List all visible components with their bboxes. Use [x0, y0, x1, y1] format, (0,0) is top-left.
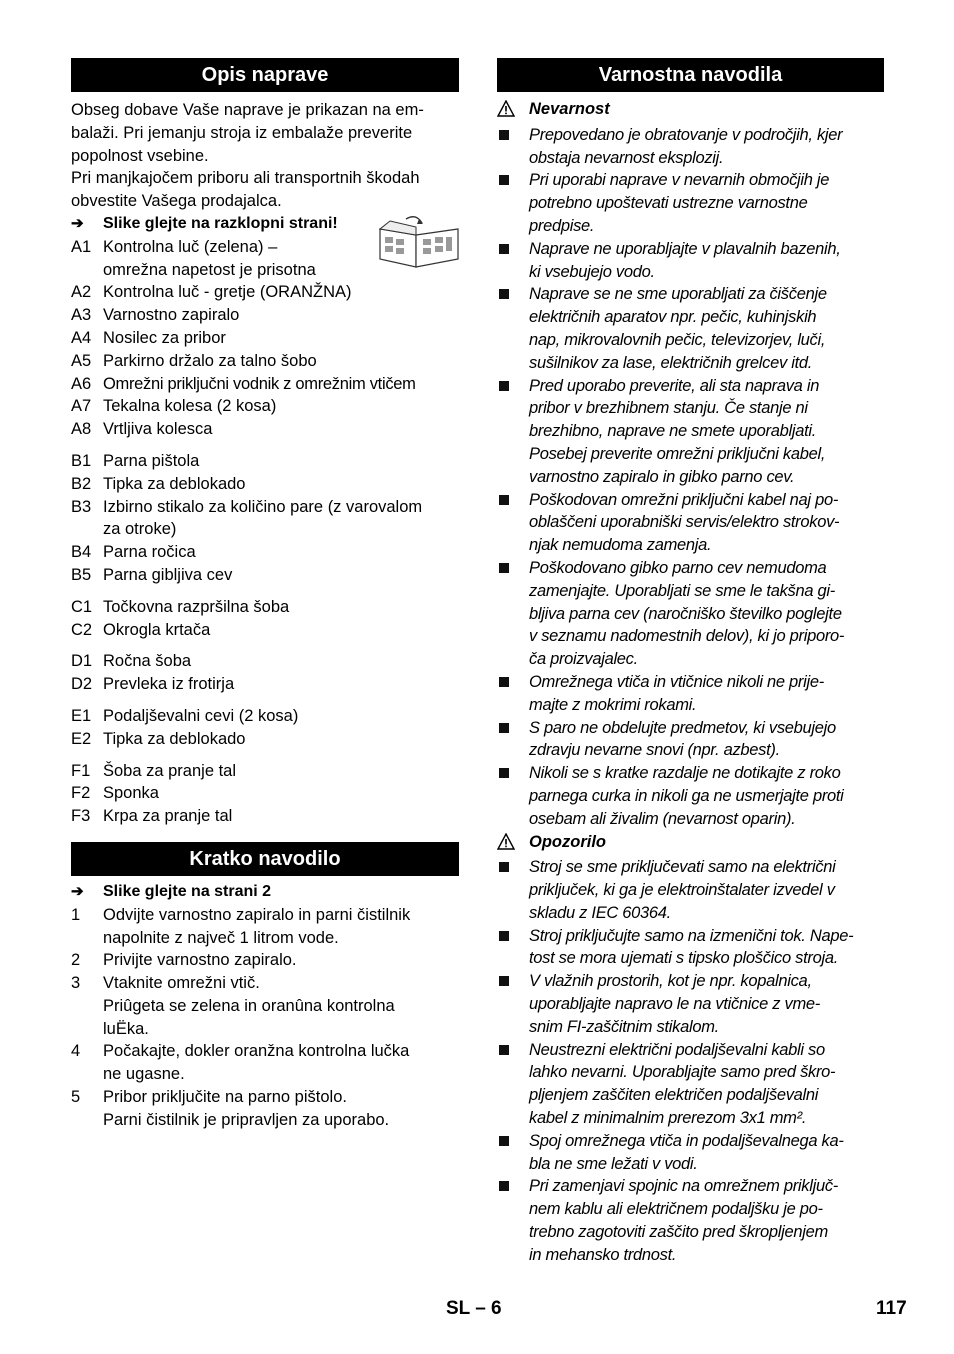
bullet-text: [529, 1175, 838, 1266]
item-text: [103, 281, 459, 304]
item-text: [103, 541, 459, 564]
bullet-line: bla ne sme ležati v vodi.: [529, 1154, 698, 1173]
bullet-square-icon: [497, 557, 529, 671]
item-line: Parna ročica: [103, 543, 196, 562]
bullet-text: [529, 671, 824, 717]
step-number: 1: [71, 905, 81, 924]
bullet-line: Prepovedano je obratovanje v področjih, kjer: [529, 125, 843, 144]
bullet-line: Pri zamenjavi spojnic na omrežnem priključ-: [529, 1177, 838, 1196]
bullet-square-icon: [497, 970, 529, 1038]
step-item: [71, 972, 459, 1040]
bullet-line: priključek, ki ga je elektroinštalater izvedel v: [529, 881, 835, 900]
intro-line: balaži. Pri jemanju stroja iz embalaže preverite: [71, 123, 413, 142]
bullet-item: [497, 762, 884, 830]
bullet-line: Poškodovano gibko parno cev nemudoma: [529, 558, 827, 577]
step-line: luËka.: [103, 1019, 149, 1038]
bullet-text: [529, 762, 844, 830]
bullet-item: [497, 856, 884, 924]
item-code: A7: [71, 397, 92, 416]
bullet-line: bljiva parna cev (naročniško številko poglejte: [529, 604, 842, 623]
list-item: [71, 395, 459, 418]
item-line: Prevleka iz frotirja: [103, 675, 235, 694]
group-gap: [71, 696, 459, 705]
item-code: E1: [71, 706, 92, 725]
item-line: Parkirno držalo za talno šobo: [103, 351, 317, 370]
bullet-square: [499, 563, 509, 573]
item-line: Nosilec za pribor: [103, 328, 226, 347]
section-header-opis: Opis naprave: [71, 58, 459, 92]
item-line: Tipka za deblokado: [103, 474, 246, 493]
bullet-square: [499, 723, 509, 733]
warning-triangle-icon: [497, 831, 529, 857]
bullet-item: [497, 717, 884, 763]
bullet-line: Nikoli se s kratke razdalje ne dotikajte z roko: [529, 764, 841, 783]
item-text: [103, 373, 459, 396]
bullet-square: [499, 495, 509, 505]
step-number: 5: [71, 1088, 81, 1107]
item-line: Podaljševalni cevi (2 kosa): [103, 706, 299, 725]
bullet-line: njak nemudoma zamenja.: [529, 536, 712, 555]
bullet-line: pribor v brezhibnem stanju. Če stanje ni: [529, 399, 808, 418]
item-line: Izbirno stikalo za količino pare (z varovalom: [103, 497, 423, 516]
bullet-line: Spoj omrežnega vtiča in podaljševalnega ka-: [529, 1131, 844, 1150]
bullet-line: potrebno upoštevati ustrezne varnostne: [529, 194, 808, 213]
list-item: [71, 541, 459, 564]
intro-line: obvestite Vašega prodajalca.: [71, 192, 282, 211]
item-code: A6: [71, 374, 92, 393]
item-code: A4: [71, 328, 92, 347]
bullet-line: Neustrezni električni podaljševalni kabli so: [529, 1040, 825, 1059]
bullet-square-icon: [497, 489, 529, 557]
step-line: Počakajte, dokler oranžna kontrolna lučka: [103, 1042, 410, 1061]
bullet-line: parnega curka in nikoli ga ne usmerjajte proti: [529, 786, 844, 805]
bullet-line: sušilnikov za lase, električnih grelcev itd.: [529, 353, 813, 372]
item-code: B4: [71, 543, 92, 562]
step-item: [71, 949, 459, 972]
opis-arrow-note: ➔ Slike glejte na razklopni strani!: [71, 213, 459, 236]
bullet-text: [529, 970, 820, 1038]
right-column: [497, 58, 884, 1267]
warning-list: [497, 856, 884, 1266]
bullet-line: električnih aparatov npr. pečic, kuhinjskih: [529, 308, 817, 327]
item-text: [103, 496, 459, 542]
bullet-item: [497, 489, 884, 557]
bullet-square: [499, 381, 509, 391]
group-gap: [71, 751, 459, 760]
bullet-line: ki vsebujejo vodo.: [529, 262, 655, 281]
bullet-square: [499, 289, 509, 299]
bullet-line: Naprave ne uporabljajte v plavalnih bazenih,: [529, 239, 841, 258]
step-line: Parni čistilnik je pripravljen za uporabo.: [103, 1110, 390, 1129]
bullet-line: trebno zagotoviti zaščito pred škropljenjem: [529, 1223, 828, 1242]
step-line: napolnite z največ 1 litrom vode.: [103, 928, 339, 947]
list-item: [71, 473, 459, 496]
bullet-line: Stroj se sme priključevati samo na električni: [529, 858, 836, 877]
bullet-square: [499, 1181, 509, 1191]
bullet-line: Stroj priključujte samo na izmenični tok. Nape-: [529, 926, 854, 945]
bullet-item: [497, 283, 884, 374]
item-text: [103, 327, 459, 350]
footer-section: SL – 6: [446, 1298, 502, 1319]
bullet-square-icon: [497, 1130, 529, 1176]
bullet-text: [529, 375, 825, 489]
bullet-square-icon: [497, 925, 529, 971]
item-code: A1: [71, 237, 92, 256]
bullet-square-icon: [497, 283, 529, 374]
bullet-line: obstaja nevarnost eksplozij.: [529, 148, 724, 167]
opis-intro: [71, 99, 459, 213]
bullet-item: [497, 375, 884, 489]
danger-list: [497, 124, 884, 831]
bullet-square: [499, 976, 509, 986]
item-code: C1: [71, 597, 93, 616]
list-item: [71, 619, 459, 642]
bullet-line: predpise.: [529, 216, 595, 235]
bullet-line: Poškodovan omrežni priključni kabel naj po-: [529, 490, 839, 509]
item-text: [103, 596, 459, 619]
item-line: Okrogla krtača: [103, 620, 211, 639]
list-item: [71, 304, 459, 327]
item-line: Vrtljiva kolesca: [103, 420, 213, 439]
bullet-item: [497, 1039, 884, 1130]
group-gap: [71, 641, 459, 650]
bullet-line: oblaščeni uporabniški servis/elektro strokov-: [529, 513, 840, 532]
bullet-line: kabel z minimalnim prerezom 3x1 mm².: [529, 1109, 807, 1128]
step-number: 3: [71, 974, 81, 993]
step-number: 4: [71, 1042, 81, 1061]
step-item: [71, 1040, 459, 1086]
item-line: Krpa za pranje tal: [103, 807, 233, 826]
list-item: [71, 805, 459, 828]
item-text: [103, 728, 459, 751]
item-text: [103, 418, 459, 441]
bullet-item: [497, 970, 884, 1038]
item-text: [103, 705, 459, 728]
step-item: [71, 1086, 459, 1132]
bullet-square-icon: [497, 238, 529, 284]
item-line: Tekalna kolesa (2 kosa): [103, 397, 277, 416]
step-item: [71, 904, 459, 950]
bullet-line: Omrežnega vtiča in vtičnice nikoli ne prije-: [529, 672, 824, 691]
item-code: F3: [71, 807, 91, 826]
arrow-right-icon: ➔: [71, 214, 84, 232]
bullet-square: [499, 130, 509, 140]
group-gap: [71, 587, 459, 596]
list-item: [71, 596, 459, 619]
bullet-line: osebam ali živalim (nevarnost oparin).: [529, 809, 796, 828]
danger-heading: Nevarnost: [497, 98, 884, 124]
bullet-line: zdravju nevarne snovi (npr. azbest).: [529, 741, 780, 760]
bullet-square-icon: [497, 671, 529, 717]
bullet-line: snim FI-zaščitnim stikalom.: [529, 1017, 719, 1036]
bullet-line: pljenjem zaščiten električen podaljševalni: [529, 1086, 819, 1105]
list-item: [71, 673, 459, 696]
bullet-line: Pred uporabo preverite, ali sta naprava in: [529, 376, 820, 395]
item-code: A2: [71, 283, 92, 302]
bullet-line: nem kablu ali električnem podaljšku je po-: [529, 1200, 823, 1219]
bullet-square: [499, 1045, 509, 1055]
bullet-square-icon: [497, 375, 529, 489]
item-code: B3: [71, 497, 92, 516]
step-line: Privijte varnostno zapiralo.: [103, 951, 297, 970]
item-code: D2: [71, 675, 93, 694]
kratko-arrow-note: ➔ Slike glejte na strani 2: [71, 881, 459, 904]
bullet-text: [529, 283, 827, 374]
bullet-square-icon: [497, 169, 529, 237]
list-item: [71, 281, 459, 304]
item-line: za otroke): [103, 520, 177, 539]
list-item: [71, 450, 459, 473]
step-line: ne ugasne.: [103, 1065, 185, 1084]
bullet-line: v seznamu nadomestnih delov), ki jo priporo-: [529, 627, 845, 646]
bullet-text: [529, 169, 829, 237]
bullet-text: [529, 1130, 844, 1176]
bullet-line: brezhibno, naprave ne smete uporabljati.: [529, 422, 817, 441]
section-header-kratko: Kratko navodilo: [71, 842, 459, 876]
bullet-line: Naprave se ne sme uporabljati za čiščenje: [529, 285, 827, 304]
list-item: [71, 705, 459, 728]
item-text: [103, 564, 459, 587]
step-number: 2: [71, 951, 81, 970]
bullet-square-icon: [497, 762, 529, 830]
bullet-line: skladu z IEC 60364.: [529, 903, 671, 922]
warning-heading: Opozorilo: [497, 831, 884, 857]
bullet-square: [499, 931, 509, 941]
intro-line: popolnost vsebine.: [71, 146, 209, 165]
bullet-item: [497, 671, 884, 717]
item-line: Ročna šoba: [103, 652, 192, 671]
item-text: [103, 650, 459, 673]
bullet-text: [529, 124, 842, 170]
item-code: F1: [71, 761, 91, 780]
bullet-text: [529, 925, 853, 971]
list-item: [71, 350, 459, 373]
bullet-square-icon: [497, 124, 529, 170]
item-line: Kontrolna luč (zelena) –: [103, 237, 278, 256]
item-code: F2: [71, 784, 91, 803]
bullet-line: uporabljajte napravo le na vtičnice z vme-: [529, 995, 820, 1014]
bullet-line: zamenjajte. Uporabljati se sme le takšna gi-: [529, 581, 835, 600]
item-code: A8: [71, 420, 92, 439]
list-item: [71, 782, 459, 805]
arrow-right-icon: ➔: [71, 882, 84, 900]
item-text: [103, 395, 459, 418]
section-header-varnostna: Varnostna navodila: [497, 58, 884, 92]
bullet-line: lahko nevarni. Uporabljajte samo pred škro-: [529, 1063, 836, 1082]
bullet-text: [529, 1039, 835, 1130]
item-code: E2: [71, 729, 92, 748]
item-line: Sponka: [103, 784, 159, 803]
step-text: [103, 949, 459, 972]
step-line: Vtaknite omrežni vtič.: [103, 974, 260, 993]
quick-steps: [71, 904, 459, 1132]
item-code: A5: [71, 351, 92, 370]
bullet-square: [499, 768, 509, 778]
item-code: B1: [71, 451, 92, 470]
bullet-line: nap, mikrovalovnih pečic, televizorjev, luči,: [529, 330, 826, 349]
bullet-text: [529, 238, 841, 284]
item-line: Omrežni priključni vodnik z omrežnim vtičem: [103, 374, 416, 393]
bullet-square-icon: [497, 856, 529, 924]
list-item: [71, 728, 459, 751]
bullet-square: [499, 862, 509, 872]
item-line: Parna pištola: [103, 451, 200, 470]
item-code: C2: [71, 620, 93, 639]
bullet-line: Posebej preverite omrežni priključni kabel,: [529, 444, 826, 463]
bullet-line: V vlažnih prostorih, kot je npr. kopalnica,: [529, 972, 812, 991]
page-number: 117: [876, 1298, 907, 1319]
bullet-square: [499, 175, 509, 185]
item-text: [103, 782, 459, 805]
item-line: Varnostno zapiralo: [103, 306, 240, 325]
bullet-line: varnostno zapiralo in gibko parno cev.: [529, 467, 795, 486]
bullet-line: S paro ne obdelujte predmetov, ki vsebujejo: [529, 718, 836, 737]
item-code: B5: [71, 565, 92, 584]
bullet-text: [529, 856, 836, 924]
item-text: [103, 350, 459, 373]
bullet-item: [497, 1130, 884, 1176]
step-text: [103, 972, 459, 1040]
item-line: Tipka za deblokado: [103, 729, 246, 748]
item-line: Točkovna razpršilna šoba: [103, 597, 290, 616]
bullet-square-icon: [497, 1175, 529, 1266]
bullet-line: tost se mora ujemati s tipsko ploščico stroja.: [529, 949, 838, 968]
bullet-text: [529, 717, 836, 763]
step-line: Odvijte varnostno zapiralo in parni čistilnik: [103, 905, 411, 924]
bullet-line: Pri uporabi naprave v nevarnih območjih je: [529, 171, 830, 190]
item-text: [103, 760, 459, 783]
warning-triangle-icon: [497, 98, 529, 124]
step-text: [103, 1040, 459, 1086]
bullet-line: majte z mokrimi rokami.: [529, 695, 697, 714]
intro-line: Obseg dobave Vaše naprave je prikazan na em-: [71, 101, 424, 119]
step-line: Priûgeta se zelena in oranûna kontrolna: [103, 996, 395, 1015]
bullet-item: [497, 1175, 884, 1266]
step-text: [103, 904, 459, 950]
item-text: [103, 619, 459, 642]
list-item: [71, 760, 459, 783]
bullet-item: [497, 557, 884, 671]
step-text: [103, 1086, 459, 1132]
open-book-icon: [376, 215, 462, 269]
item-text: [103, 473, 459, 496]
item-text: [103, 450, 459, 473]
item-code: D1: [71, 652, 93, 671]
bullet-square-icon: [497, 1039, 529, 1130]
item-text: [103, 805, 459, 828]
list-item: [71, 418, 459, 441]
bullet-item: [497, 124, 884, 170]
bullet-item: [497, 925, 884, 971]
item-line: Šoba za pranje tal: [103, 761, 237, 780]
bullet-text: [529, 557, 844, 671]
item-code: B2: [71, 474, 92, 493]
intro-line: Pri manjkajočem priboru ali transportnih škodah: [71, 169, 420, 188]
step-line: Pribor priključite na parno pištolo.: [103, 1088, 347, 1107]
bullet-line: ča proizvajalec.: [529, 650, 638, 669]
list-item: [71, 496, 459, 542]
list-item: [71, 564, 459, 587]
bullet-item: [497, 238, 884, 284]
bullet-item: [497, 169, 884, 237]
bullet-square: [499, 244, 509, 254]
bullet-square: [499, 1136, 509, 1146]
bullet-square: [499, 677, 509, 687]
item-code: A3: [71, 306, 92, 325]
bullet-square-icon: [497, 717, 529, 763]
list-item: [71, 327, 459, 350]
item-text: [103, 673, 459, 696]
item-line: Parna gibljiva cev: [103, 565, 233, 584]
group-gap: [71, 441, 459, 450]
item-text: [103, 304, 459, 327]
bullet-line: in mehansko trdnost.: [529, 1245, 677, 1264]
component-list: [71, 236, 459, 828]
item-line: Kontrolna luč - gretje (ORANŽNA): [103, 283, 352, 302]
bullet-text: [529, 489, 839, 557]
item-line: omrežna napetost je prisotna: [103, 260, 316, 279]
list-item: [71, 650, 459, 673]
list-item: [71, 373, 459, 396]
